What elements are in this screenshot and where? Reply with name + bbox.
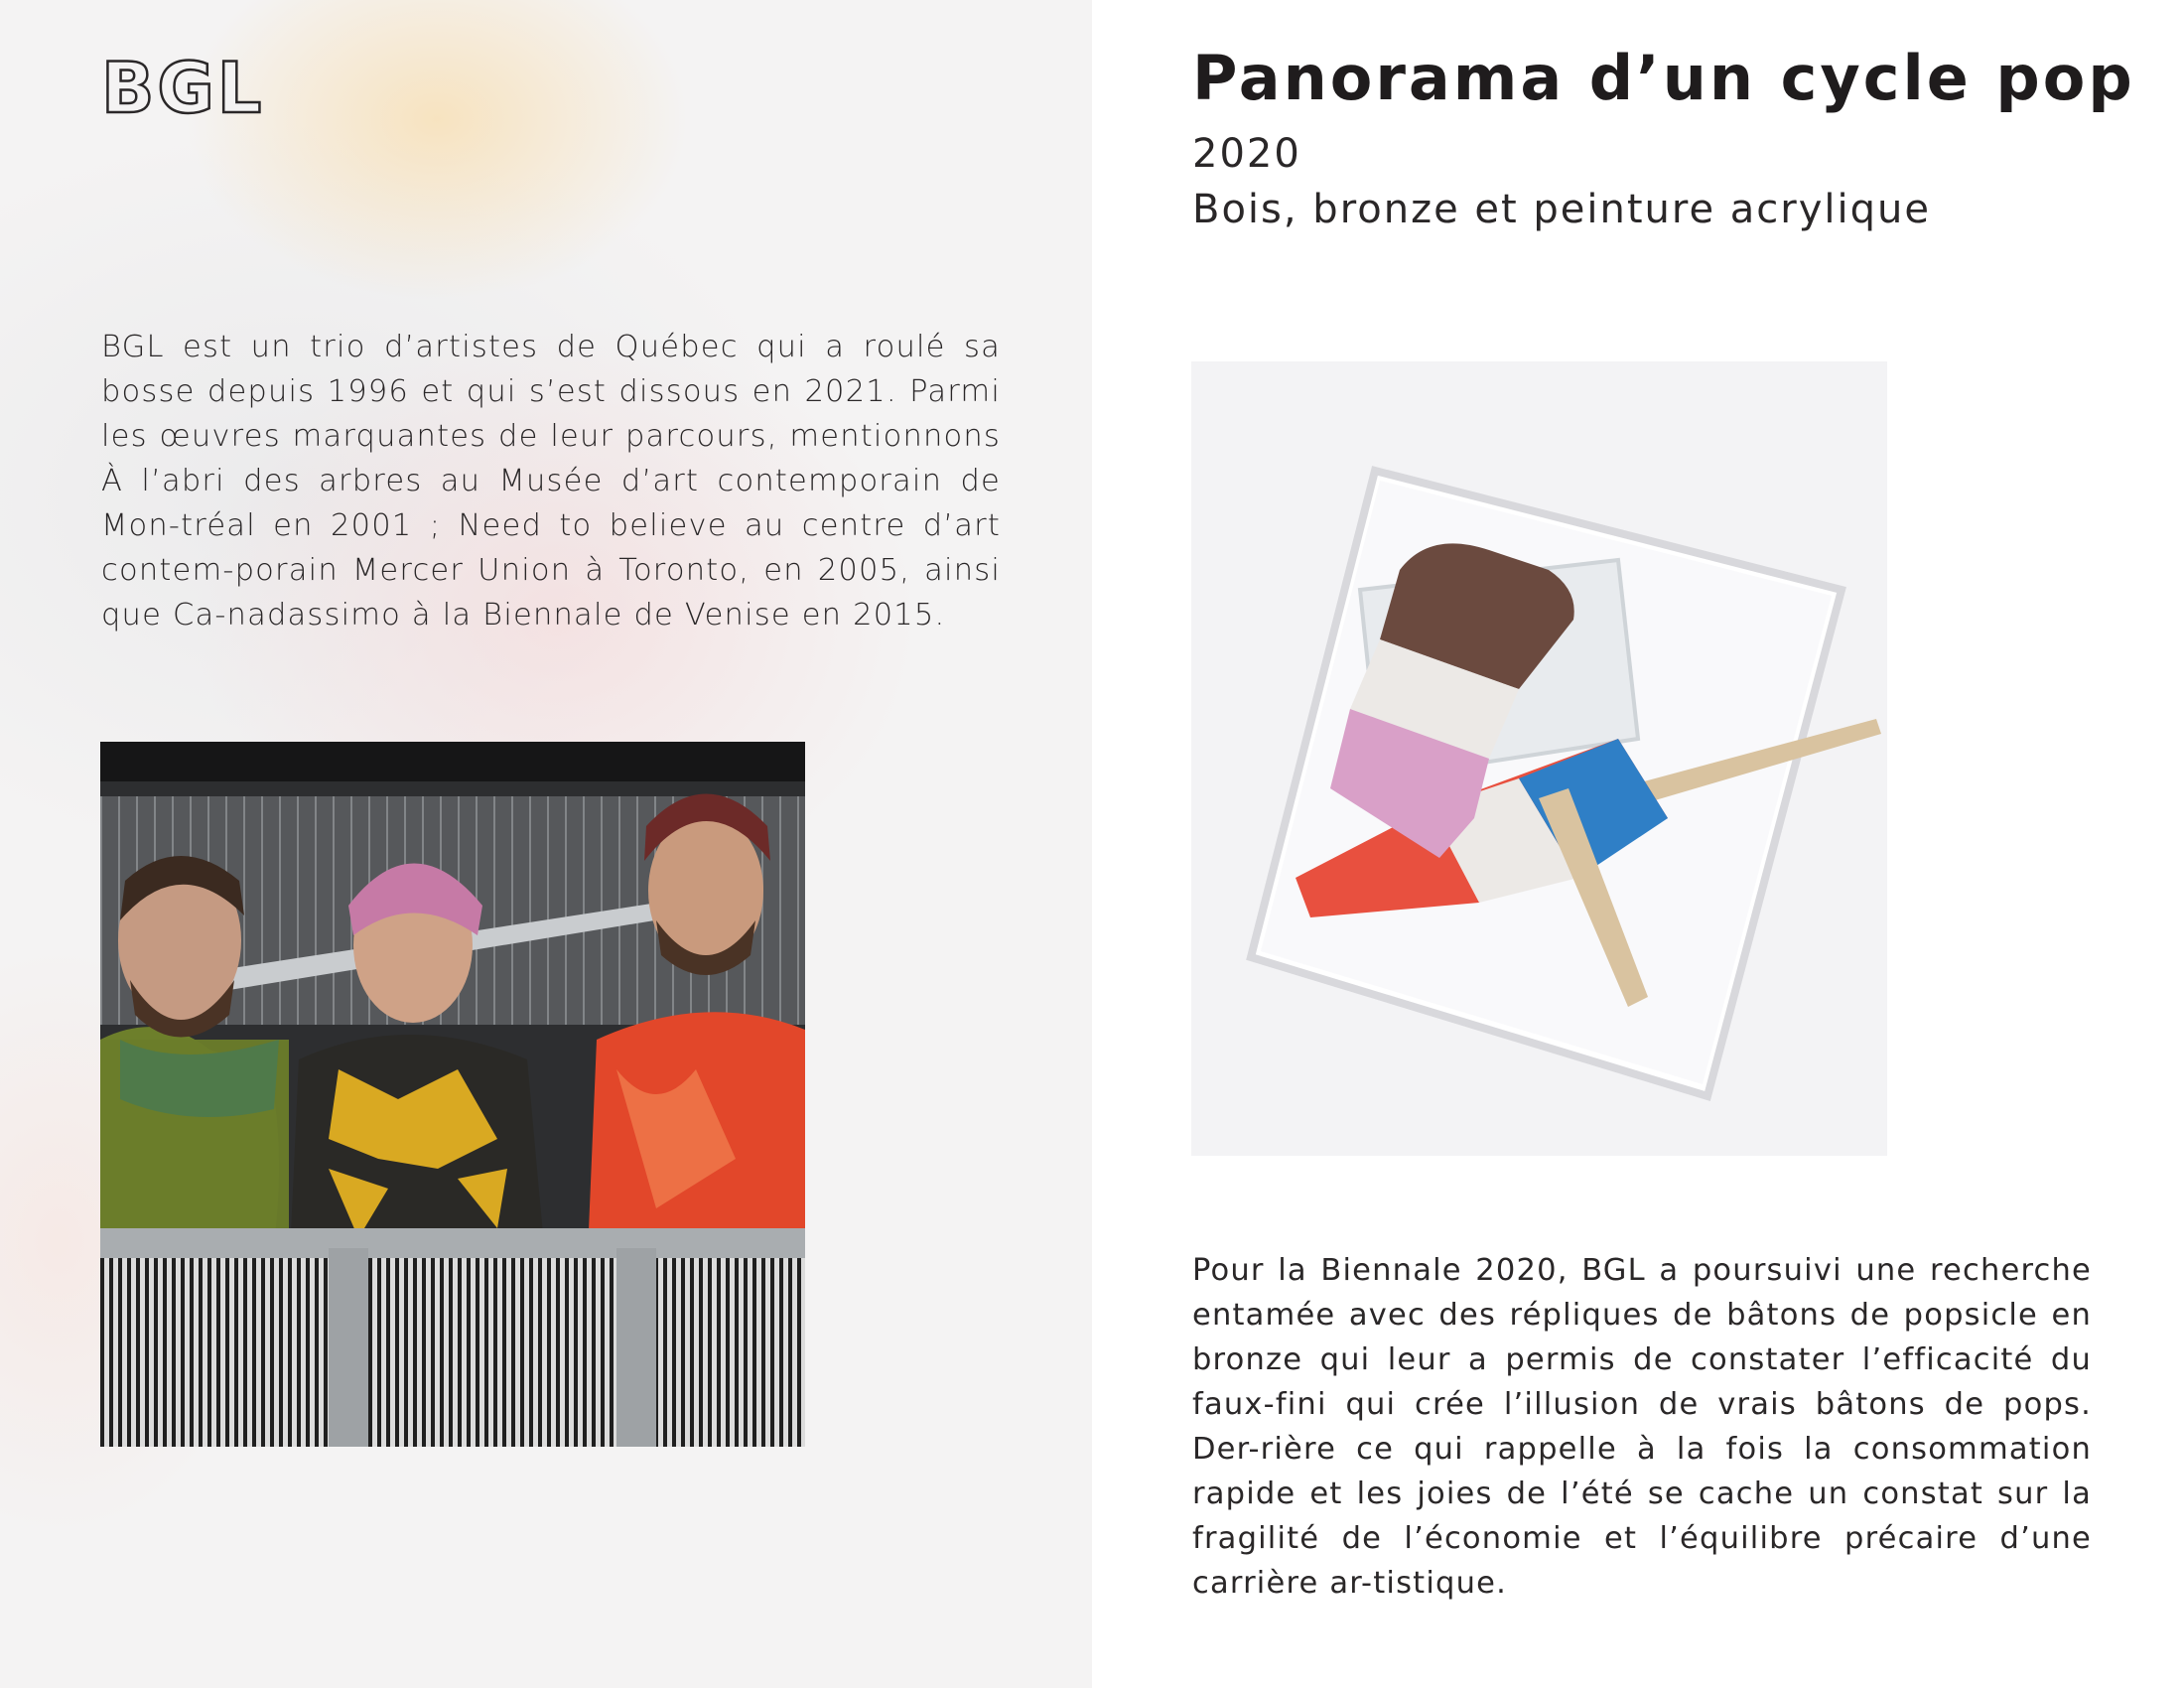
artist-intro-text: BGL est un trio d’artistes de Québec qui a roulé sa bosse depuis 1996 et qui s’est dissous en 2021. Parmi les œuvres marquantes de leur parcours, mentionnons À l’abri des arbres au Musée d’art contemporain de Mon-tréal en 2001 ; Need to believe au centre d’art contem-porain Mercer Union à Toronto, en 2005, ainsi que Ca-nadassimo à la Biennale de Venise en 2015. — [101, 330, 1001, 633]
artwork-medium: Bois, bronze et peinture acrylique — [1192, 187, 1931, 232]
artwork-year: 2020 — [1192, 131, 1301, 177]
artists-portrait-photo — [100, 742, 805, 1447]
artwork-title: Panorama d’un cycle pop — [1192, 42, 2135, 114]
bgl-logo: BGL — [101, 48, 265, 129]
popsicle-artwork-photo — [1191, 361, 1887, 1156]
artwork-description-text: Pour la Biennale 2020, BGL a poursuivi une recherche entamée avec des répliques de bâtons de popsicle en bronze qui leur a permis de constater l’efficacité du faux-fini qui crée l’illusion de vrais bâtons de pops. Der-rière ce qui rappelle à la fois la consommation rapide et les joies de l’été se cache un constat sur la fragilité de l’économie et l’équilibre précaire d’une carrière ar-tistique. — [1192, 1253, 2092, 1601]
right-page — [1092, 0, 2184, 1688]
portrait-illustration — [100, 742, 805, 1447]
artwork-illustration — [1191, 361, 1887, 1156]
